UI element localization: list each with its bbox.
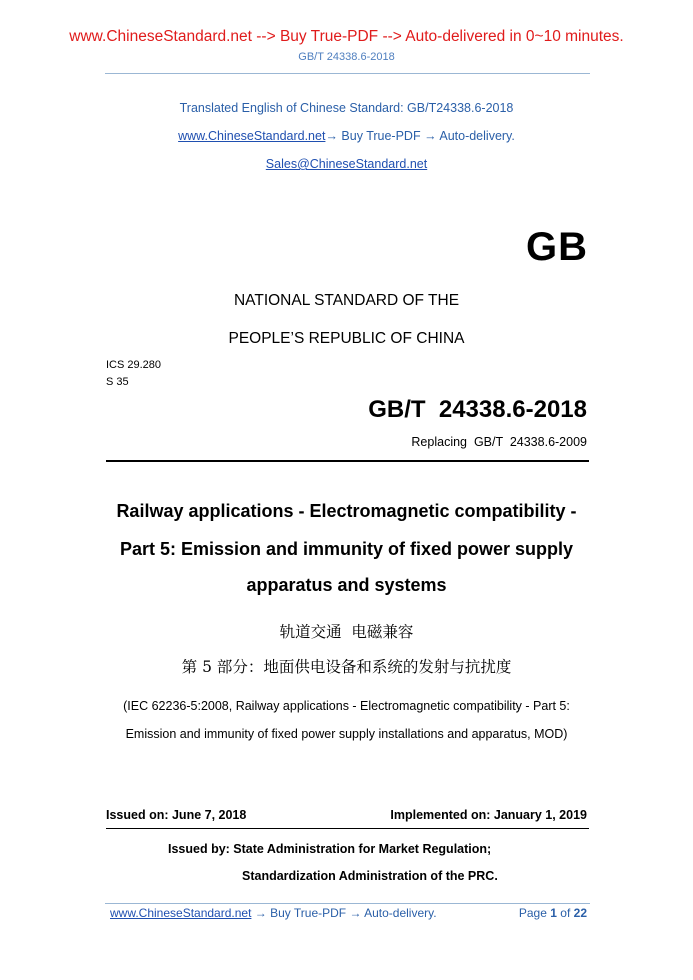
issued-by-line2: Standardization Administration of the PRC. [242, 869, 498, 883]
sales-email-link[interactable]: Sales@ChineseStandard.net [265, 157, 428, 171]
implemented-on-date: Implemented on: January 1, 2019 [390, 808, 587, 822]
title-en-line2: Part 5: Emission and immunity of fixed power supply [119, 539, 574, 559]
translation-buy-line [0, 129, 693, 143]
sales-email-line [0, 157, 693, 171]
page-indicator [519, 906, 587, 920]
title-en-line3: apparatus and systems [246, 575, 447, 595]
gb-logo: GB [526, 225, 588, 269]
header-divider [105, 73, 590, 74]
page-of: of [560, 906, 571, 920]
buy-text: → Buy True-PDF → Auto-delivery. [325, 129, 515, 143]
page-current: 1 [550, 906, 557, 920]
translation-note: Translated English of Chinese Standard: GB/T24338.6-2018 [179, 101, 514, 115]
footer-site-link[interactable]: www.ChineseStandard.net [110, 906, 252, 920]
title-divider [106, 460, 589, 462]
iec-reference-line2: Emission and immunity of fixed power supply installations and apparatus, MOD) [125, 727, 568, 741]
footer-buy-line [110, 906, 437, 920]
title-en-line1: Railway applications - Electromagnetic compatibility - [116, 501, 577, 521]
site-link[interactable]: www.ChineseStandard.net [178, 129, 326, 143]
page-total: 22 [573, 906, 587, 920]
issued-by-line1: Issued by: State Administration for Market Regulation; [168, 842, 492, 856]
footer-divider [105, 903, 590, 904]
standard-number: GB/T 24338.6-2018 [368, 396, 587, 423]
dates-divider [106, 828, 589, 829]
replacing-standard: Replacing GB/T 24338.6-2009 [411, 435, 587, 449]
page-label: Page [518, 906, 547, 920]
title-cn-line1: 轨道交通 电磁兼容 [279, 623, 414, 641]
national-standard-line1: NATIONAL STANDARD OF THE [233, 292, 460, 309]
national-standard-line2: PEOPLE’S REPUBLIC OF CHINA [228, 330, 465, 347]
issued-on-date: Issued on: June 7, 2018 [106, 808, 247, 822]
title-cn-line2: 第 5 部分：地面供电设备和系统的发射与抗扰度 [181, 658, 512, 676]
top-banner[interactable]: www.ChineseStandard.net --> Buy True-PDF --> Auto-delivered in 0~10 minutes. [69, 28, 624, 45]
classification-code: S 35 [106, 376, 129, 388]
ics-code: ICS 29.280 [106, 359, 162, 371]
header-standard-code: GB/T 24338.6-2018 [298, 51, 395, 63]
footer-buy-text: → Buy True-PDF → Auto-delivery. [251, 906, 437, 920]
iec-reference-line1: (IEC 62236-5:2008, Railway applications - Electromagnetic compatibility - Part 5: [123, 699, 570, 713]
